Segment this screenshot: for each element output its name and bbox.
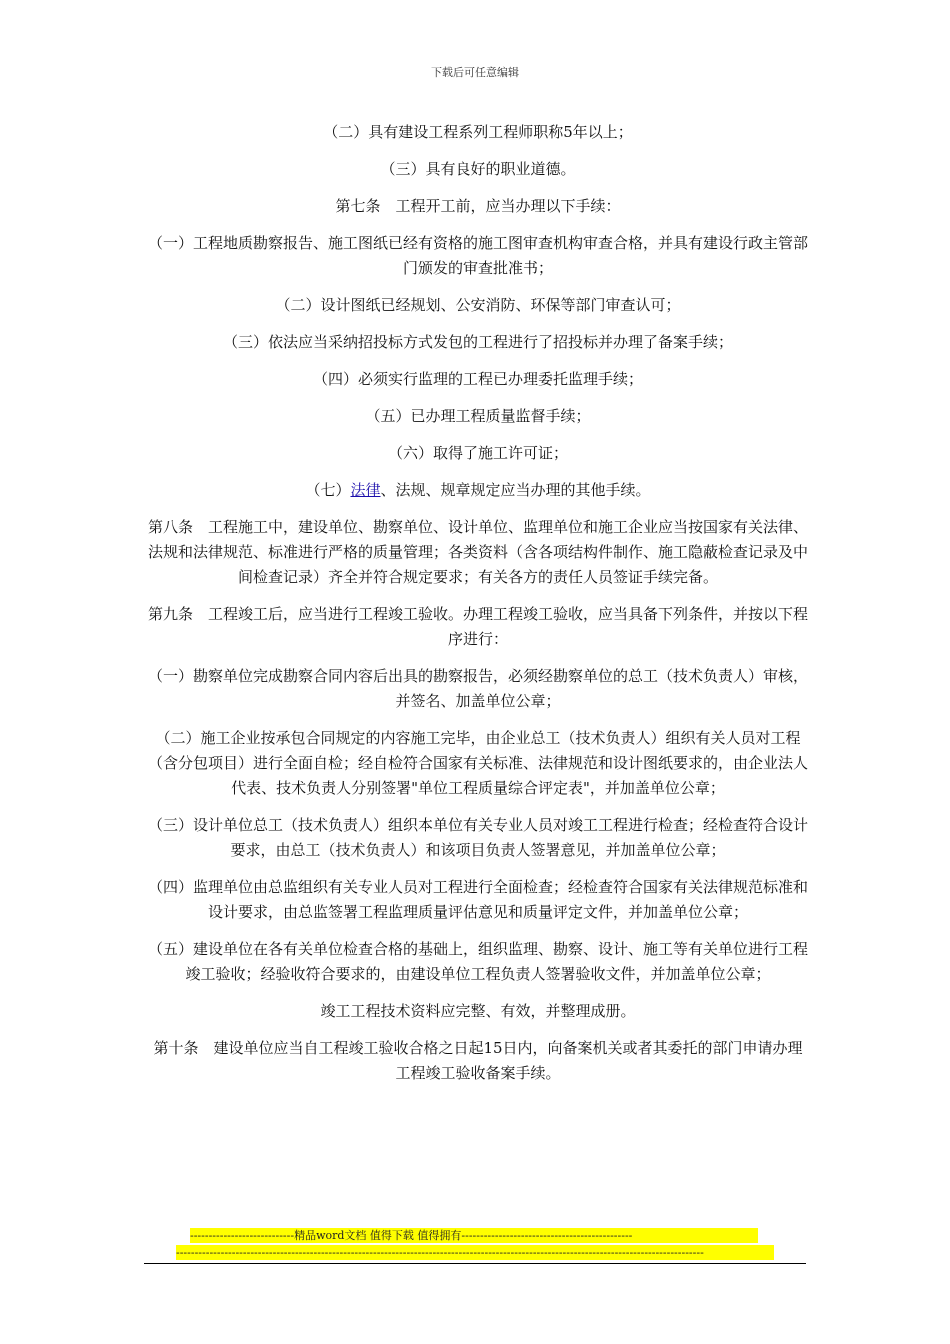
- paragraph: （六）取得了施工许可证；: [387, 444, 568, 462]
- footer-banner-line-1: ----------------------------精品word文档 值得下载 值得拥有----------------------------------------------: [190, 1228, 758, 1243]
- page-header: 下载后可任意编辑: [431, 66, 519, 79]
- document-body: [148, 120, 808, 1098]
- paragraph: （四）监理单位由总监组织有关专业人员对工程进行全面检查；经检查符合国家有关法律规范标准和设计要求，由总监签署工程监理质量评估意见和质量评定文件，并加盖单位公章；: [148, 878, 809, 921]
- article-8-paragraph: 第八条 工程施工中，建设单位、勘察单位、设计单位、监理单位和施工企业应当按国家有关法律、法规和法律规范、标准进行严格的质量管理；各类资料（含各项结构件制作、施工隐蔽检查记录及中间检查记录）齐全并符合规定要求；有关各方的责任人员签证手续完备。: [148, 518, 809, 586]
- paragraph: （四）必须实行监理的工程已办理委托监理手续；: [312, 370, 643, 388]
- footer-banner-line-2: ----------------------------------------------------------------------------------------------------------------------------------------------: [176, 1245, 774, 1260]
- paragraph: （一）勘察单位完成勘察合同内容后出具的勘察报告，必须经勘察单位的总工（技术负责人）审核，并签名、加盖单位公章；: [148, 667, 809, 710]
- article-7-heading: 第七条 工程开工前，应当办理以下手续：: [335, 197, 621, 215]
- paragraph-suffix: 、法规、规章规定应当办理的其他手续。: [380, 481, 651, 499]
- article-10-paragraph: 第十条 建设单位应当自工程竣工验收合格之日起15日内，向备案机关或者其委托的部门申请办理工程竣工验收备案手续。: [153, 1039, 803, 1082]
- paragraph-prefix: （七）: [305, 481, 351, 499]
- paragraph: （三）具有良好的职业道德。: [380, 160, 576, 178]
- paragraph: （一）工程地质勘察报告、施工图纸已经有资格的施工图审查机构审查合格，并具有建设行政主管部门颁发的审查批准书；: [148, 234, 809, 277]
- paragraph: （五）建设单位在各有关单位检查合格的基础上，组织监理、勘察、设计、施工等有关单位进行工程竣工验收；经验收符合要求的，由建设单位工程负责人签署验收文件，并加盖单位公章；: [148, 940, 809, 983]
- paragraph: （三）设计单位总工（技术负责人）组织本单位有关专业人员对竣工工程进行检查；经检查符合设计要求，由总工（技术负责人）和该项目负责人签署意见，并加盖单位公章；: [148, 816, 809, 859]
- law-link[interactable]: 法律: [350, 481, 381, 499]
- article-9-paragraph: 第九条 工程竣工后，应当进行工程竣工验收。办理工程竣工验收，应当具备下列条件，并按以下程序进行：: [148, 605, 809, 648]
- paragraph: （二）设计图纸已经规划、公安消防、环保等部门审查认可；: [275, 296, 681, 314]
- paragraph: （三）依法应当采纳招投标方式发包的工程进行了招投标并办理了备案手续；: [222, 333, 733, 351]
- paragraph: （五）已办理工程质量监督手续；: [365, 407, 591, 425]
- paragraph-with-link: [148, 478, 808, 503]
- paragraph: （二）具有建设工程系列工程师职称5年以上；: [323, 123, 633, 141]
- paragraph: 竣工工程技术资料应完整、有效，并整理成册。: [320, 1002, 636, 1020]
- paragraph: （二）施工企业按承包合同规定的内容施工完毕，由企业总工（技术负责人）组织有关人员对工程（含分包项目）进行全面自检；经自检符合国家有关标准、法律规范和设计图纸要求的，由企业法人代表、技术负责人分别签署"单位工程质量综合评定表"，并加盖单位公章；: [148, 729, 809, 797]
- footer-rule: [144, 1263, 806, 1264]
